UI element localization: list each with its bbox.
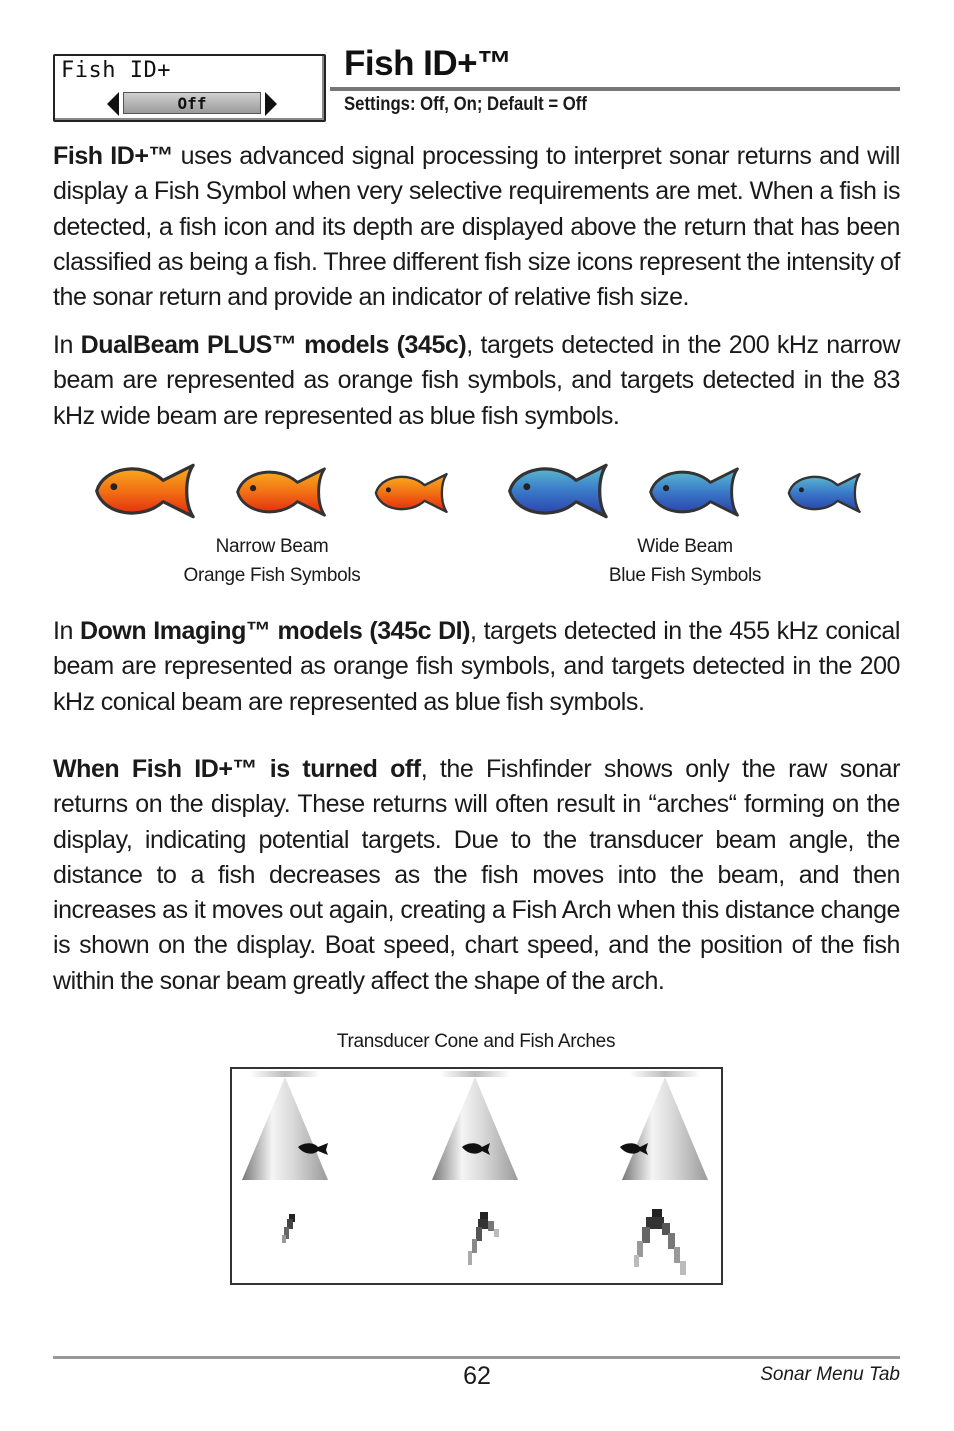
menu-title: Fish ID+ — [61, 58, 171, 83]
cone-figure-caption: Transducer Cone and Fish Arches — [336, 1031, 616, 1052]
fish-id-menu-widget[interactable] — [53, 54, 326, 122]
paragraph-intro — [53, 139, 900, 315]
orange-fish-medium-icon — [238, 469, 325, 515]
bold-term: When Fish ID+™ is turned off — [53, 755, 421, 783]
menu-value[interactable]: Off — [123, 92, 261, 114]
title-rule — [330, 87, 900, 91]
blue-fish-medium-icon — [651, 469, 738, 515]
caption-line: Orange Fish Symbols — [183, 565, 361, 586]
paragraph-text: , targets detected in the 455 kHz conical beam are represented as orange fish symbols, and targets detected in the 200 kHz conical beam are represented as blue fish symbols. — [53, 617, 900, 716]
bold-term: DualBeam PLUS™ models (345c) — [80, 331, 467, 359]
bold-term: Fish ID+™ — [53, 142, 174, 170]
paragraph-prefix: In — [53, 331, 81, 359]
page-title: Fish ID+™ — [344, 44, 512, 83]
caption-line: Narrow Beam — [215, 536, 329, 557]
transducer-cone-diagram — [232, 1069, 721, 1283]
right-arrow-icon[interactable] — [265, 92, 277, 116]
cone-figure-frame — [230, 1067, 723, 1285]
wide-beam-caption — [565, 532, 805, 590]
paragraph-text: , the Fishfinder shows only the raw sonar returns on the display. These returns will often result in “arches“ forming on the display, indicating potential targets. Due to the transducer beam angle, the distance to a fish decreases as the fish moves into the beam, and then increases as it moves out again, creating a Fish Arch when this distance change is shown on the display. Boat speed, chart speed, and the position of the fish within the sonar beam greatly affect the shape of the arch. — [53, 755, 900, 995]
page-number: 62 — [463, 1362, 491, 1390]
paragraph-fish-id-off — [53, 752, 900, 999]
left-arrow-icon[interactable] — [107, 92, 119, 116]
orange-fish-small-icon — [376, 474, 447, 512]
paragraph-prefix: In — [53, 617, 80, 645]
cone-1 — [242, 1071, 328, 1180]
section-name: Sonar Menu Tab — [760, 1364, 900, 1385]
cone-2 — [432, 1071, 518, 1180]
fish-symbols-figure — [80, 455, 880, 530]
caption-line: Blue Fish Symbols — [608, 565, 762, 586]
settings-line: Settings: Off, On; Default = Off — [344, 94, 587, 115]
bold-term: Down Imaging™ models (345c DI) — [79, 617, 471, 645]
footer-rule — [53, 1356, 900, 1359]
paragraph-text: , targets detected in the 200 kHz narrow beam are represented as orange fish symbols, and targets detected in the 83 kHz wide beam are represented as blue fish symbols. — [53, 331, 900, 430]
caption-line: Wide Beam — [637, 536, 733, 557]
blue-fish-small-icon — [789, 474, 860, 512]
paragraph-text: uses advanced signal processing to interpret sonar returns and will display a Fish Symbol when very selective requirements are met. When a fish is detected, a fish icon and its depth are displayed above the return that has been classified as being a fish. Three different fish size icons represent the intensity of the sonar return and provide an indicator of relative fish size. — [53, 142, 901, 312]
sonar-arch-3 — [634, 1209, 686, 1275]
orange-fish-large-icon — [97, 465, 193, 516]
cone-3 — [620, 1071, 708, 1180]
narrow-beam-caption — [152, 532, 392, 590]
paragraph-down-imaging — [53, 614, 900, 720]
paragraph-dualbeam — [53, 328, 900, 434]
sonar-arch-2 — [468, 1212, 499, 1265]
blue-fish-large-icon — [510, 465, 606, 516]
sonar-arch-1 — [282, 1214, 295, 1243]
